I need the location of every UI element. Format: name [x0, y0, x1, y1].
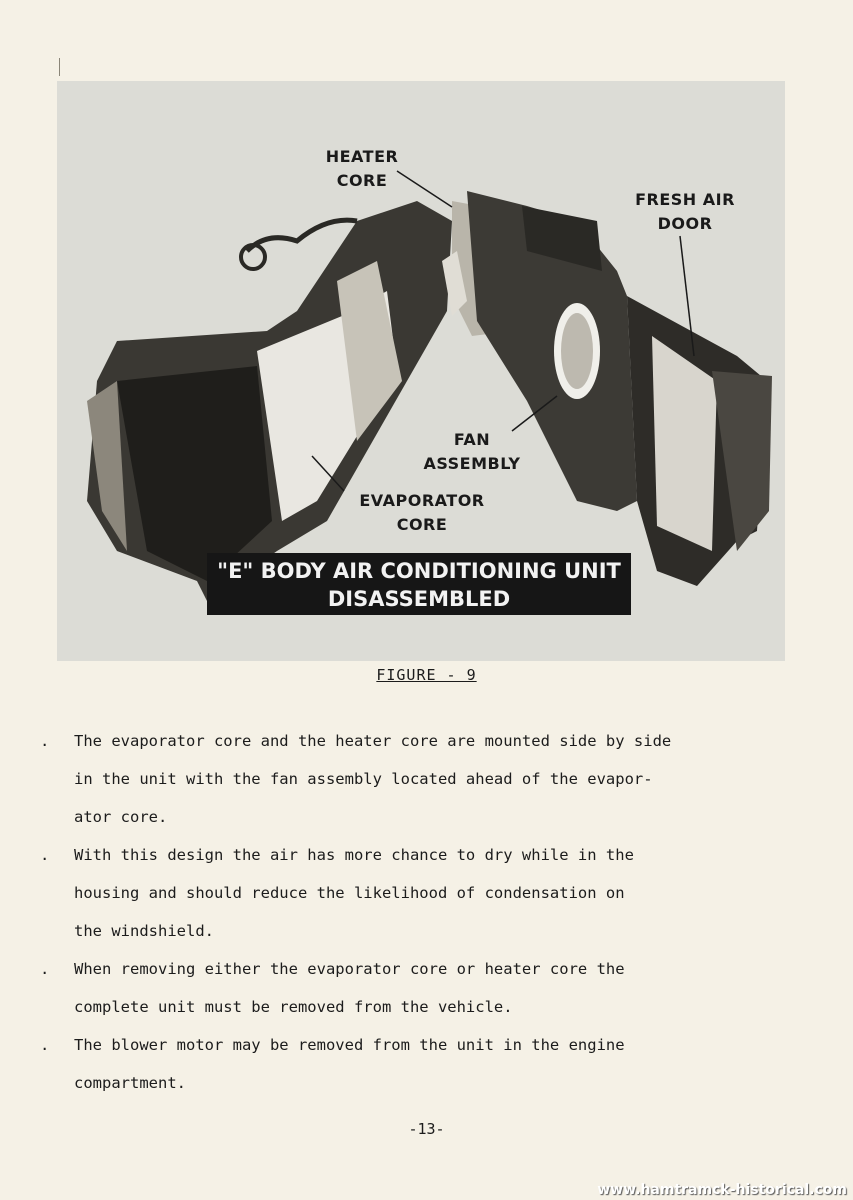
heater-core-label-line1: HEATER — [325, 147, 399, 166]
bullet-line: in the unit with the fan assembly located ahead of the evapor- — [74, 770, 653, 788]
evaporator-core-label-line2: CORE — [396, 515, 448, 534]
figure-banner — [207, 553, 631, 615]
bullet-line: With this design the air has more chance to dry while in the — [74, 846, 634, 864]
bullet-list — [40, 722, 800, 1102]
fresh-air-door-label-line2: DOOR — [657, 214, 713, 233]
bullet-marker: . — [40, 846, 50, 864]
banner-line1: "E" BODY AIR CONDITIONING UNIT — [217, 559, 621, 583]
bullet-line: The evaporator core and the heater core are mounted side by side — [74, 732, 672, 750]
bullet-marker: . — [40, 960, 50, 978]
bullet-item — [40, 950, 800, 1026]
watermark: www.hamtramck-historical.com — [597, 1182, 847, 1198]
evaporator-core-label-line1: EVAPORATOR — [359, 491, 485, 510]
bullet-line: ator core. — [74, 808, 168, 826]
fan-assembly-label-line2: ASSEMBLY — [423, 454, 521, 473]
bullet-item — [40, 1026, 800, 1102]
fresh-air-door-label — [625, 188, 745, 236]
fan-assembly-label-line1: FAN — [453, 430, 491, 449]
bullet-line: The blower motor may be removed from the unit in the engine — [74, 1036, 625, 1054]
bullet-line: housing and should reduce the likelihood of condensation on — [74, 884, 625, 902]
bullet-line: complete unit must be removed from the vehicle. — [74, 998, 513, 1016]
fresh-air-door-label-line1: FRESH AIR — [635, 190, 735, 209]
evaporator-core-label — [342, 489, 502, 537]
bullet-line: When removing either the evaporator core or heater core the — [74, 960, 625, 978]
heater-core-label-line2: CORE — [336, 171, 388, 190]
bullet-line: compartment. — [74, 1074, 186, 1092]
figure-caption — [0, 666, 853, 684]
bullet-marker: . — [40, 1036, 50, 1054]
bullet-item — [40, 836, 800, 950]
bullet-line: the windshield. — [74, 922, 214, 940]
bullet-item — [40, 722, 800, 836]
banner-line2: DISASSEMBLED — [327, 587, 511, 611]
heater-core-label — [312, 145, 412, 193]
fan-assembly-label — [412, 428, 532, 476]
page-number: -13- — [408, 1120, 445, 1138]
figure-caption-text: FIGURE - 9 — [376, 666, 477, 684]
margin-mark — [59, 58, 60, 76]
bullet-marker: . — [40, 732, 50, 750]
